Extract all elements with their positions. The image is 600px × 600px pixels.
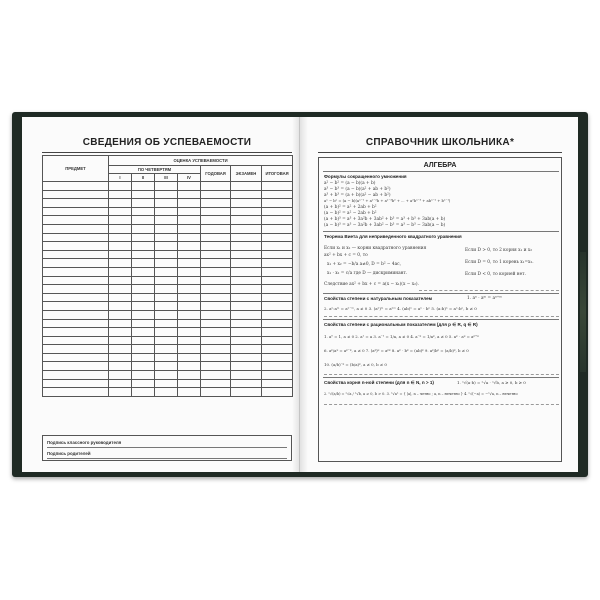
grade-cell[interactable]	[201, 371, 231, 380]
grade-cell[interactable]	[231, 216, 262, 225]
grade-cell[interactable]	[132, 216, 155, 225]
table-row	[43, 285, 293, 294]
grade-cell[interactable]	[155, 182, 178, 191]
grade-cell[interactable]	[109, 182, 132, 191]
grade-cell[interactable]	[201, 182, 231, 191]
grade-cell[interactable]	[201, 233, 231, 242]
parents-signature-line[interactable]: Подпись родителей	[47, 447, 287, 459]
grade-cell[interactable]	[132, 182, 155, 191]
grade-cell[interactable]	[262, 216, 293, 225]
grade-cell[interactable]	[178, 310, 201, 319]
grade-cell[interactable]	[201, 379, 231, 388]
grade-cell[interactable]	[262, 293, 293, 302]
grade-cell[interactable]	[109, 388, 132, 397]
grade-cell[interactable]	[201, 336, 231, 345]
grade-cell[interactable]	[231, 293, 262, 302]
table-row	[43, 302, 293, 311]
subject-cell[interactable]	[43, 302, 109, 311]
grade-cell[interactable]	[155, 267, 178, 276]
quarter-header: I	[109, 174, 132, 182]
grade-cell[interactable]	[201, 259, 231, 268]
grade-cell[interactable]	[262, 182, 293, 191]
grade-cell[interactable]	[201, 276, 231, 285]
table-row	[43, 199, 293, 208]
grade-cell[interactable]	[262, 302, 293, 311]
table-row	[43, 336, 293, 345]
table-row	[43, 328, 293, 337]
table-row	[43, 310, 293, 319]
grade-cell[interactable]	[231, 388, 262, 397]
grade-cell[interactable]	[178, 285, 201, 294]
grade-cell[interactable]	[132, 379, 155, 388]
dashed-divider	[419, 290, 559, 291]
grade-cell[interactable]	[132, 276, 155, 285]
table-row	[43, 371, 293, 380]
grade-cell[interactable]	[109, 319, 132, 328]
grade-cell[interactable]	[178, 276, 201, 285]
table-row	[43, 207, 293, 216]
subject-cell[interactable]	[43, 224, 109, 233]
divider	[323, 319, 559, 320]
subject-cell[interactable]	[43, 285, 109, 294]
table-row	[43, 267, 293, 276]
subject-cell[interactable]	[43, 190, 109, 199]
divider	[323, 231, 559, 232]
grade-cell[interactable]	[262, 285, 293, 294]
grade-cell[interactable]	[132, 293, 155, 302]
grade-cell[interactable]	[231, 190, 262, 199]
quarters-header: ПО ЧЕТВЕРТЯМ	[109, 166, 201, 174]
vieta-line: ax² + bx + c = 0, то	[324, 253, 368, 258]
grade-cell[interactable]	[155, 371, 178, 380]
signature-box	[42, 435, 292, 461]
grade-cell[interactable]	[109, 267, 132, 276]
grade-cell[interactable]	[132, 233, 155, 242]
grade-cell[interactable]	[155, 259, 178, 268]
subject-cell[interactable]	[43, 250, 109, 259]
grade-cell[interactable]	[109, 336, 132, 345]
grade-cell[interactable]	[231, 199, 262, 208]
grade-cell[interactable]	[201, 302, 231, 311]
discriminant-case: Если D = 0, то 1 корень x₁=x₂.	[465, 260, 534, 265]
quarter-header: II	[132, 174, 155, 182]
grade-cell[interactable]	[178, 336, 201, 345]
grade-cell[interactable]	[231, 336, 262, 345]
grade-cell[interactable]	[132, 250, 155, 259]
block-heading: Свойства степени с рациональным показателем (для p ∈ R, q ∈ R)	[324, 322, 478, 327]
grades-header: ОЦЕНКА УСПЕВАЕМОСТИ	[109, 156, 293, 166]
vieta-line: x₁ + x₂ = −b/a a≠0, D = b² − 4ac,	[327, 262, 401, 267]
table-row	[43, 182, 293, 191]
grade-cell[interactable]	[262, 276, 293, 285]
grade-cell[interactable]	[231, 276, 262, 285]
teacher-signature-line[interactable]: Подпись классного руководителя	[47, 436, 287, 448]
grade-cell[interactable]	[178, 267, 201, 276]
grade-cell[interactable]	[231, 362, 262, 371]
grade-cell[interactable]	[132, 259, 155, 268]
grade-cell[interactable]	[201, 216, 231, 225]
grade-cell[interactable]	[155, 233, 178, 242]
grade-cell[interactable]	[132, 199, 155, 208]
table-row	[43, 319, 293, 328]
grade-cell[interactable]	[178, 293, 201, 302]
subject-header: ПРЕДМЕТ	[43, 156, 109, 182]
grade-cell[interactable]	[231, 328, 262, 337]
formula-line: 1. ⁿ√(a·b) = ⁿ√a · ⁿ√b, a ≥ 0, b ≥ 0	[457, 380, 526, 385]
grade-cell[interactable]	[231, 353, 262, 362]
block-heading: Теорема Виета для неприведенного квадратного уравнения	[324, 234, 462, 239]
table-row	[43, 293, 293, 302]
formula-line: a² − b² = (a − b)(a + b)	[324, 181, 376, 186]
grade-cell[interactable]	[109, 379, 132, 388]
grade-cell[interactable]	[178, 207, 201, 216]
grade-cell[interactable]	[262, 190, 293, 199]
grade-cell[interactable]	[178, 224, 201, 233]
left-page	[22, 117, 300, 472]
formula-line: (a − b)² = a² − 2ab + b²	[324, 211, 377, 216]
grades-table	[42, 155, 293, 397]
grade-cell[interactable]	[231, 224, 262, 233]
subject-cell[interactable]	[43, 388, 109, 397]
vieta-line: x₁ · x₂ = c/a где D — дискриминант.	[327, 271, 408, 276]
grade-cell[interactable]	[178, 199, 201, 208]
dashed-divider	[324, 374, 559, 375]
annual-header: ГОДОВАЯ	[201, 166, 231, 182]
grade-cell[interactable]	[262, 267, 293, 276]
grade-cell[interactable]	[201, 190, 231, 199]
subject-cell[interactable]	[43, 353, 109, 362]
table-row	[43, 362, 293, 371]
grade-cell[interactable]	[201, 328, 231, 337]
grade-cell[interactable]	[155, 199, 178, 208]
grade-cell[interactable]	[262, 224, 293, 233]
grade-cell[interactable]	[201, 353, 231, 362]
grade-cell[interactable]	[201, 207, 231, 216]
grade-cell[interactable]	[109, 362, 132, 371]
grade-cell[interactable]	[132, 371, 155, 380]
grade-cell[interactable]	[132, 310, 155, 319]
grade-cell[interactable]	[132, 328, 155, 337]
grade-cell[interactable]	[109, 242, 132, 251]
grade-cell[interactable]	[109, 353, 132, 362]
grade-cell[interactable]	[201, 345, 231, 354]
exam-header: ЭКЗАМЕН	[231, 166, 262, 182]
grade-cell[interactable]	[262, 310, 293, 319]
grade-cell[interactable]	[178, 319, 201, 328]
subject-cell[interactable]	[43, 242, 109, 251]
grade-cell[interactable]	[155, 345, 178, 354]
grade-cell[interactable]	[132, 388, 155, 397]
grade-cell[interactable]	[262, 259, 293, 268]
subject-cell[interactable]	[43, 319, 109, 328]
grade-cell[interactable]	[201, 310, 231, 319]
section-title: АЛГЕБРА	[423, 162, 457, 169]
grade-cell[interactable]	[132, 336, 155, 345]
grade-cell[interactable]	[155, 242, 178, 251]
grade-cell[interactable]	[178, 328, 201, 337]
algebra-reference	[318, 157, 562, 462]
grade-cell[interactable]	[262, 207, 293, 216]
grade-cell[interactable]	[201, 319, 231, 328]
grade-cell[interactable]	[109, 276, 132, 285]
discriminant-case: Если D > 0, то 2 корня x₁ и x₂	[465, 248, 533, 253]
vieta-corollary: Следствие ax² + bx + c = a(x − x₁)(x − x₂).	[324, 282, 419, 287]
table-row	[43, 250, 293, 259]
subject-cell[interactable]	[43, 371, 109, 380]
divider	[323, 171, 559, 172]
subject-cell[interactable]	[43, 199, 109, 208]
quarter-header: IV	[178, 174, 201, 182]
grade-cell[interactable]	[231, 319, 262, 328]
grade-cell[interactable]	[109, 293, 132, 302]
grade-cell[interactable]	[132, 267, 155, 276]
formula-line: 10. (a/b)⁻ᵖ = (b/a)ᵖ, a ≠ 0, b ≠ 0	[324, 362, 387, 367]
grade-cell[interactable]	[132, 190, 155, 199]
grade-cell[interactable]	[109, 259, 132, 268]
grade-cell[interactable]	[109, 310, 132, 319]
formula-line: 1. aⁿ · aᵐ = aⁿ⁺ᵐ	[467, 296, 502, 301]
grade-cell[interactable]	[109, 328, 132, 337]
grade-cell[interactable]	[178, 388, 201, 397]
grade-cell[interactable]	[109, 216, 132, 225]
grades-title: СВЕДЕНИЯ ОБ УСПЕВАЕМОСТИ	[42, 137, 292, 153]
grade-cell[interactable]	[262, 319, 293, 328]
block-heading: Свойства степени с натуральным показателем	[324, 296, 432, 301]
grade-cell[interactable]	[231, 242, 262, 251]
grade-cell[interactable]	[132, 207, 155, 216]
formula-line: 2. aⁿ:aᵐ = aⁿ⁻ᵐ, a ≠ 0 3. (aⁿ)ᵐ = aⁿᵐ 4. (ab)ⁿ = aⁿ · bⁿ 5. (a:b)ⁿ = aⁿ:bⁿ, b ≠ 0	[324, 306, 477, 311]
grade-cell[interactable]	[231, 302, 262, 311]
table-row	[43, 388, 293, 397]
grade-cell[interactable]	[155, 328, 178, 337]
grade-cell[interactable]	[109, 224, 132, 233]
subject-cell[interactable]	[43, 216, 109, 225]
grade-cell[interactable]	[178, 242, 201, 251]
grade-cell[interactable]	[201, 388, 231, 397]
grade-cell[interactable]	[231, 233, 262, 242]
table-row	[43, 345, 293, 354]
grade-cell[interactable]	[201, 362, 231, 371]
subject-cell[interactable]	[43, 233, 109, 242]
grade-cell[interactable]	[109, 190, 132, 199]
grade-cell[interactable]	[178, 233, 201, 242]
grade-cell[interactable]	[201, 293, 231, 302]
grade-cell[interactable]	[109, 371, 132, 380]
grade-cell[interactable]	[132, 345, 155, 354]
grade-cell[interactable]	[201, 242, 231, 251]
formula-line: (a + b)² = a² + 2ab + b²	[324, 205, 377, 210]
formula-line: a³ − b³ = (a − b)(a² + ab + b²)	[324, 187, 391, 192]
subject-cell[interactable]	[43, 267, 109, 276]
grade-cell[interactable]	[262, 199, 293, 208]
formula-line: 1. a⁰ = 1, a ≠ 0 2. a¹ = a 3. a⁻¹ = 1/a, a ≠ 0 4. a⁻ᵖ = 1/aᵖ, a ≠ 0 5. aᵖ · aᵠ = aᵖ⁺ᵠ	[324, 334, 479, 339]
grade-cell[interactable]	[178, 182, 201, 191]
subject-cell[interactable]	[43, 379, 109, 388]
table-row	[43, 259, 293, 268]
subject-cell[interactable]	[43, 276, 109, 285]
grade-cell[interactable]	[132, 302, 155, 311]
grade-cell[interactable]	[132, 242, 155, 251]
grade-cell[interactable]	[109, 302, 132, 311]
grade-cell[interactable]	[262, 388, 293, 397]
grade-cell[interactable]	[262, 233, 293, 242]
subject-cell[interactable]	[43, 259, 109, 268]
grade-cell[interactable]	[231, 207, 262, 216]
grade-cell[interactable]	[178, 353, 201, 362]
formula-line: (a − b)³ = a³ − 3a²b + 3ab² − b³ = a³ − b³ − 3ab(a − b)	[324, 223, 446, 228]
block-heading: Формулы сокращенного умножения	[324, 174, 407, 179]
grade-cell[interactable]	[262, 379, 293, 388]
grade-cell[interactable]	[155, 224, 178, 233]
grade-cell[interactable]	[231, 259, 262, 268]
block-heading: Свойства корня n-ной степени (для n ∈ N, n > 1)	[324, 380, 434, 385]
subject-cell[interactable]	[43, 182, 109, 191]
grade-cell[interactable]	[262, 345, 293, 354]
grade-cell[interactable]	[178, 371, 201, 380]
grade-cell[interactable]	[201, 199, 231, 208]
grade-cell[interactable]	[231, 379, 262, 388]
grade-cell[interactable]	[155, 293, 178, 302]
grade-cell[interactable]	[201, 250, 231, 259]
grade-cell[interactable]	[155, 319, 178, 328]
grade-cell[interactable]	[155, 216, 178, 225]
table-row	[43, 276, 293, 285]
grade-cell[interactable]	[155, 190, 178, 199]
grade-cell[interactable]	[178, 362, 201, 371]
grade-cell[interactable]	[155, 353, 178, 362]
grade-cell[interactable]	[109, 345, 132, 354]
grade-cell[interactable]	[109, 285, 132, 294]
grade-cell[interactable]	[155, 302, 178, 311]
grade-cell[interactable]	[109, 250, 132, 259]
formula-line: aⁿ − bⁿ = (a − b)(aⁿ⁻¹ + aⁿ⁻²b + aⁿ⁻³b² + ... + a²bⁿ⁻³ + abⁿ⁻² + bⁿ⁻¹)	[324, 199, 451, 203]
subject-cell[interactable]	[43, 328, 109, 337]
grade-cell[interactable]	[178, 302, 201, 311]
formula-line: 6. aᵖ/aᵠ = aᵖ⁻ᵠ, a ≠ 0 7. (aᵖ)ᵠ = aᵖᵠ 8. aᵖ · bᵖ = (ab)ᵖ 9. aᵖ/bᵖ = (a/b)ᵖ, b ≠ 0	[324, 348, 469, 353]
table-row	[43, 379, 293, 388]
grade-cell[interactable]	[155, 336, 178, 345]
subject-cell[interactable]	[43, 362, 109, 371]
grade-cell[interactable]	[109, 199, 132, 208]
reference-title: СПРАВОЧНИК ШКОЛЬНИКА*	[318, 137, 562, 153]
formula-line: a³ + b³ = (a + b)(a² − ab + b²)	[324, 193, 391, 198]
grade-rows	[43, 182, 293, 397]
table-row	[43, 190, 293, 199]
grade-cell[interactable]	[178, 250, 201, 259]
grade-cell[interactable]	[262, 371, 293, 380]
grade-cell[interactable]	[231, 267, 262, 276]
grade-cell[interactable]	[109, 233, 132, 242]
divider	[323, 377, 559, 378]
grade-cell[interactable]	[231, 250, 262, 259]
grade-cell[interactable]	[132, 362, 155, 371]
discriminant-case: Если D < 0, то корней нет.	[465, 272, 526, 277]
grade-cell[interactable]	[231, 345, 262, 354]
subject-cell[interactable]	[43, 310, 109, 319]
grade-cell[interactable]	[231, 182, 262, 191]
quarter-header: III	[155, 174, 178, 182]
dashed-divider	[324, 316, 559, 317]
grade-cell[interactable]	[155, 388, 178, 397]
grade-cell[interactable]	[262, 362, 293, 371]
grade-cell[interactable]	[262, 250, 293, 259]
grade-cell[interactable]	[201, 285, 231, 294]
grade-cell[interactable]	[231, 285, 262, 294]
table-row	[43, 216, 293, 225]
grade-cell[interactable]	[155, 379, 178, 388]
grade-cell[interactable]	[155, 207, 178, 216]
grade-cell[interactable]	[132, 285, 155, 294]
grade-cell[interactable]	[262, 242, 293, 251]
grade-cell[interactable]	[262, 353, 293, 362]
grade-cell[interactable]	[231, 371, 262, 380]
formula-line: (a + b)³ = a³ + 3a²b + 3ab² + b³ = a³ + b³ + 3ab(a + b)	[324, 217, 446, 222]
grade-cell[interactable]	[178, 259, 201, 268]
grade-cell[interactable]	[231, 310, 262, 319]
subject-cell[interactable]	[43, 345, 109, 354]
grade-cell[interactable]	[109, 207, 132, 216]
grade-cell[interactable]	[155, 362, 178, 371]
grade-cell[interactable]	[262, 336, 293, 345]
grade-cell[interactable]	[178, 190, 201, 199]
grade-cell[interactable]	[262, 328, 293, 337]
table-row	[43, 353, 293, 362]
final-header: ИТОГОВАЯ	[262, 166, 293, 182]
table-row	[43, 242, 293, 251]
table-row	[43, 224, 293, 233]
vieta-line: Если x₁ и x₂ — корни квадратного уравнения	[324, 246, 427, 251]
grade-cell[interactable]	[155, 285, 178, 294]
grade-cell[interactable]	[201, 224, 231, 233]
formula-line: 2. ⁿ√(a/b) = ⁿ√a / ⁿ√b, a ≥ 0, b > 0. 3. ⁿ√aⁿ = { |a|, n – четно ; a, n – нечетно } 4. ⁿ√(−a) = −ⁿ√a, n – нечетно	[324, 392, 518, 396]
grade-cell[interactable]	[155, 276, 178, 285]
grade-cell[interactable]	[201, 267, 231, 276]
divider	[323, 293, 559, 294]
grade-cell[interactable]	[132, 319, 155, 328]
grade-cell[interactable]	[132, 353, 155, 362]
grade-cell[interactable]	[178, 216, 201, 225]
grade-cell[interactable]	[132, 224, 155, 233]
subject-cell[interactable]	[43, 293, 109, 302]
table-row	[43, 233, 293, 242]
grade-cell[interactable]	[155, 310, 178, 319]
right-page	[300, 117, 578, 472]
grade-cell[interactable]	[155, 250, 178, 259]
grade-cell[interactable]	[178, 379, 201, 388]
subject-cell[interactable]	[43, 207, 109, 216]
grade-cell[interactable]	[178, 345, 201, 354]
subject-cell[interactable]	[43, 336, 109, 345]
dashed-divider	[324, 404, 559, 405]
